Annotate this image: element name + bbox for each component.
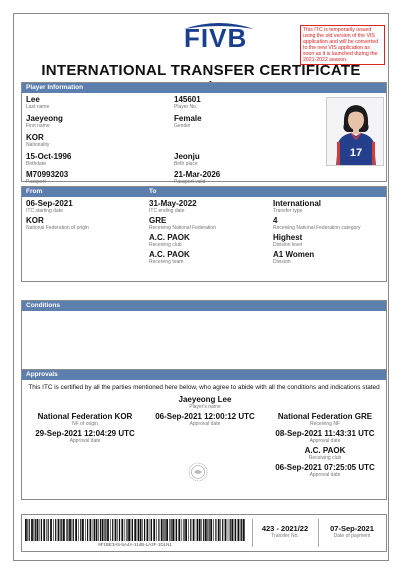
receiving-nf-approval — [266, 412, 384, 427]
itc-ending-date-field — [149, 199, 197, 214]
to-heading: To — [149, 188, 157, 195]
club-approval-date — [266, 463, 384, 478]
player-photo — [326, 97, 384, 166]
receiving-nf-label: Receiving NF — [309, 421, 340, 427]
player-name-label: Player's name — [189, 404, 221, 410]
certificate-page — [13, 13, 389, 561]
origin-nf-approval — [26, 412, 144, 427]
transfer-no-value: 423 - 2021/22 — [261, 524, 309, 533]
origin-nf-approval-date-value: 29-Sep-2021 12:04:29 UTC — [35, 429, 135, 438]
club-approval — [266, 446, 384, 461]
gender-value: Female — [174, 114, 202, 123]
club-approval-date-value: 06-Sep-2021 07:25:05 UTC — [275, 463, 375, 472]
player-information-section — [21, 82, 387, 185]
approvals-header: Approvals — [22, 370, 386, 380]
receiving-nf-approval-date-value: 08-Sep-2021 11:43:31 UTC — [275, 429, 375, 438]
player-approval-date-value: 06-Sep-2021 12:00:12 UTC — [155, 412, 255, 421]
receiving-nf-value: National Federation GRE — [277, 412, 373, 421]
passport-field — [26, 170, 68, 185]
receiving-nf-approval-date-label: Approval date — [309, 438, 341, 444]
payment-date-field — [318, 524, 386, 539]
last-name-field — [26, 95, 49, 110]
player-no-field — [174, 95, 201, 110]
fivb-logo-text: FIVB — [184, 23, 248, 53]
page-title: INTERNATIONAL TRANSFER CERTIFICATE — [41, 62, 361, 79]
from-heading: From — [26, 188, 43, 195]
birth-place-value: Jeonju — [174, 152, 200, 161]
transfer-section — [21, 186, 387, 282]
receiving-club-value: A.C. PAOK — [149, 233, 190, 242]
player-no-value: 145601 — [174, 95, 201, 104]
transfer-no-label: Transfer No. — [271, 533, 299, 539]
gender-field — [174, 114, 202, 129]
division-value: A1 Women — [273, 250, 315, 259]
birthdate-label: Birthdate — [26, 161, 47, 167]
birthdate-value: 15-Oct-1996 — [26, 152, 72, 161]
federation-of-origin-label: National Federation of origin — [26, 225, 89, 231]
from-to-header — [22, 187, 386, 197]
federation-category-label: Receiving National Federation category — [273, 225, 361, 231]
club-approval-date-label: Approval date — [309, 472, 341, 478]
origin-nf-value: National Federation KOR — [37, 412, 133, 421]
payment-date-value: 07-Sep-2021 — [330, 524, 374, 533]
birth-place-field — [174, 152, 200, 167]
receiving-federation-value: GRE — [149, 216, 167, 225]
origin-nf-approval-date — [26, 429, 144, 444]
nationality-label: Nationality — [26, 142, 50, 148]
nationality-field — [26, 133, 49, 148]
first-name-label: First name — [26, 123, 50, 129]
division-field — [273, 250, 314, 265]
player-approval-date — [144, 412, 266, 427]
itc-starting-date-value: 06-Sep-2021 — [26, 199, 73, 208]
passport-label: Passport — [26, 179, 46, 185]
nationality-value: KOR — [26, 133, 44, 142]
division-label: Division — [273, 259, 291, 265]
receiving-club-field — [149, 233, 190, 248]
transfer-no-field — [252, 524, 318, 539]
itc-starting-date-label: ITC starting date — [26, 208, 63, 214]
first-name-field — [26, 114, 63, 129]
receiving-club-label: Receiving club — [149, 242, 182, 248]
official-seal-icon — [188, 462, 208, 482]
division-level-label: Division level — [273, 242, 303, 248]
receiving-federation-label: Receiving National Federation — [149, 225, 216, 231]
certificate-header — [14, 14, 388, 82]
origin-nf-approval-date-label: Approval date — [69, 438, 101, 444]
conditions-section — [21, 300, 387, 380]
payment-date-label: Date of payment — [333, 533, 371, 539]
receiving-team-field — [149, 250, 190, 265]
club-approval-value: A.C. PAOK — [304, 446, 346, 455]
player-name-value: Jaeyeong Lee — [178, 395, 232, 404]
player-approval — [144, 395, 266, 410]
gender-label: Gender — [174, 123, 191, 129]
passport-valid-field — [174, 170, 220, 185]
approvals-statement: This ITC is certified by all the parties mentioned here below, who agree to abide with all the conditions and indications stated — [28, 384, 380, 391]
player-no-label: Player No. — [174, 104, 198, 110]
player-approval-date-label: Approval date — [189, 421, 221, 427]
passport-valid-label: Passport valid — [174, 179, 206, 185]
transfer-type-label: Transfer type — [273, 208, 303, 214]
division-level-field — [273, 233, 302, 248]
federation-of-origin-field — [26, 216, 89, 231]
approvals-section — [21, 369, 387, 500]
passport-valid-value: 21-Mar-2026 — [174, 170, 221, 179]
transfer-type-field — [273, 199, 321, 214]
birthdate-field — [26, 152, 71, 167]
division-level-value: Highest — [273, 233, 303, 242]
last-name-label: Last name — [26, 104, 50, 110]
receiving-nf-approval-date — [266, 429, 384, 444]
barcode-text: 9F1BE3A5-5A4A-114B-LA3F-1DLN1 — [98, 542, 172, 547]
itc-ending-date-label: ITC ending date — [149, 208, 185, 214]
receiving-team-value: A.C. PAOK — [149, 250, 190, 259]
conditions-header: Conditions — [22, 301, 386, 311]
receiving-team-label: Receiving team — [149, 259, 184, 265]
barcode-icon — [25, 519, 245, 541]
federation-category-field — [273, 216, 361, 231]
receiving-federation-field — [149, 216, 216, 231]
barcode-footer — [21, 514, 387, 552]
itc-starting-date-field — [26, 199, 73, 214]
birth-place-label: Birth place — [174, 161, 198, 167]
player-portrait-icon — [327, 98, 384, 166]
temporary-itc-notice: This ITC is temporarily issued using the old version of the VIS application and will be converted to the new VIS application as soon as it is launched during the 2021-2022 season. — [300, 25, 385, 65]
last-name-value: Lee — [26, 95, 40, 104]
first-name-value: Jaeyeong — [26, 114, 63, 123]
passport-value: M70993203 — [26, 170, 69, 179]
itc-ending-date-value: 31-May-2022 — [149, 199, 197, 208]
federation-of-origin-value: KOR — [26, 216, 44, 225]
club-approval-label: Receiving club — [308, 455, 342, 461]
federation-category-value: 4 — [273, 216, 278, 225]
origin-nf-label: NF of origin — [72, 421, 98, 427]
jersey-number: 17 — [349, 147, 363, 159]
transfer-type-value: International — [273, 199, 322, 208]
player-information-header: Player Information — [22, 83, 386, 93]
